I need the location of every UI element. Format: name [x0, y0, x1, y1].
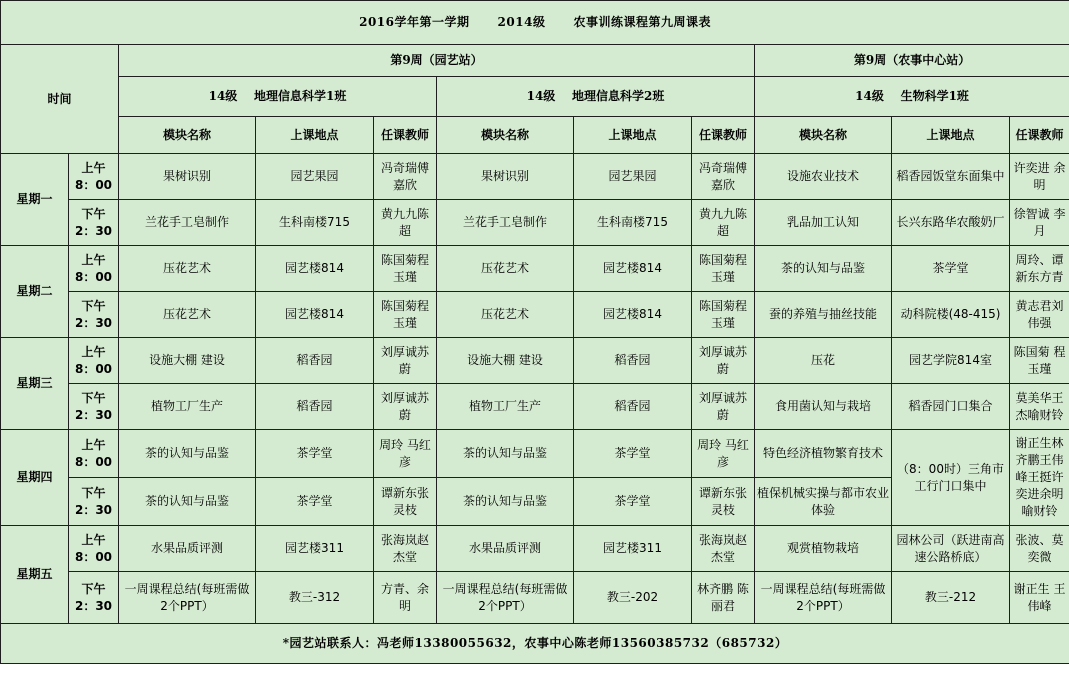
period-label: 上午 — [81, 344, 106, 359]
module-cell: 设施农业技术 — [755, 154, 892, 200]
module-cell: 水果品质评测 — [119, 526, 256, 572]
place-cell: 稻香园门口集合 — [892, 384, 1010, 430]
contact-footer: *园艺站联系人：冯老师13380055632，农事中心陈老师13560385732（685732） — [1, 624, 1069, 664]
teacher-cell: 刘厚诚苏蔚 — [374, 338, 437, 384]
teacher-cell: 陈国菊程玉瑾 — [374, 246, 437, 292]
place-cell: 教三-312 — [256, 572, 374, 624]
module-cell: 一周课程总结(每班需做2个PPT） — [755, 572, 892, 624]
module-cell: 压花艺术 — [437, 246, 574, 292]
teacher-cell: 周玲、谭新东方青 — [1010, 246, 1069, 292]
module-cell: 压花艺术 — [119, 246, 256, 292]
period-time: 8：00 — [74, 269, 113, 284]
place-cell: 园艺果园 — [256, 154, 374, 200]
module-cell: 植保机械实操与都市农业体验 — [755, 478, 892, 526]
place-cell: 生科南楼715 — [574, 200, 692, 246]
module-cell: 设施大棚 建设 — [437, 338, 574, 384]
teacher-cell: 张海岚赵杰堂 — [692, 526, 755, 572]
period-cell — [69, 572, 119, 624]
column-header-module: 模块名称 — [755, 117, 892, 154]
teacher-cell: 徐智诚 李月 — [1010, 200, 1069, 246]
column-header-teacher: 任课教师 — [692, 117, 755, 154]
class-header-bio-1: 14级 生物科学1班 — [755, 77, 1069, 117]
place-cell: 园艺楼814 — [256, 292, 374, 338]
page-title: 2016学年第一学期 2014级 农事训练课程第九周课表 — [1, 1, 1069, 45]
day-label: 星期三 — [1, 338, 69, 430]
teacher-cell: 谢正生林齐鹏王伟峰王挺许奕进余明喻财铃 — [1010, 430, 1069, 526]
class-header-geo-1: 14级 地理信息科学1班 — [119, 77, 437, 117]
module-cell: 茶的认知与品鉴 — [119, 430, 256, 478]
period-label: 下午 — [81, 581, 106, 596]
teacher-cell: 陈国菊 程玉瑾 — [1010, 338, 1069, 384]
period-cell — [69, 478, 119, 526]
day-label: 星期一 — [1, 154, 69, 246]
place-cell: 园林公司（跃进南高速公路桥底） — [892, 526, 1010, 572]
table-row — [1, 154, 1069, 200]
time-header: 时间 — [1, 45, 119, 154]
module-cell: 压花 — [755, 338, 892, 384]
teacher-cell: 陈国菊程玉瑾 — [692, 246, 755, 292]
module-cell: 茶的认知与品鉴 — [437, 430, 574, 478]
period-cell — [69, 384, 119, 430]
teacher-cell: 冯奇瑞傅嘉欣 — [692, 154, 755, 200]
teacher-cell: 刘厚诚苏蔚 — [374, 384, 437, 430]
period-cell — [69, 430, 119, 478]
period-label: 下午 — [81, 485, 106, 500]
period-time: 8：00 — [74, 454, 113, 469]
place-cell: 茶学堂 — [574, 478, 692, 526]
period-time: 2：30 — [74, 315, 113, 330]
module-cell: 蚕的养殖与抽丝技能 — [755, 292, 892, 338]
module-cell: 设施大棚 建设 — [119, 338, 256, 384]
place-cell: （8：00时）三角市工行门口集中 — [892, 430, 1010, 526]
teacher-cell: 黄志君刘伟强 — [1010, 292, 1069, 338]
teacher-cell: 刘厚诚苏蔚 — [692, 338, 755, 384]
module-cell: 一周课程总结(每班需做2个PPT） — [119, 572, 256, 624]
module-cell: 茶的认知与品鉴 — [437, 478, 574, 526]
place-cell: 茶学堂 — [892, 246, 1010, 292]
place-cell: 园艺果园 — [574, 154, 692, 200]
teacher-cell: 陈国菊程玉瑾 — [692, 292, 755, 338]
period-label: 下午 — [81, 298, 106, 313]
teacher-cell: 张海岚赵杰堂 — [374, 526, 437, 572]
teacher-cell: 谭新东张灵枝 — [374, 478, 437, 526]
period-cell — [69, 338, 119, 384]
teacher-cell: 方青、余明 — [374, 572, 437, 624]
place-cell: 稻香园 — [256, 384, 374, 430]
period-time: 2：30 — [74, 407, 113, 422]
module-cell: 茶的认知与品鉴 — [119, 478, 256, 526]
column-header-teacher: 任课教师 — [374, 117, 437, 154]
period-label: 上午 — [81, 160, 106, 175]
module-cell: 果树识别 — [437, 154, 574, 200]
place-cell: 稻香园 — [574, 338, 692, 384]
period-time: 2：30 — [74, 502, 113, 517]
period-label: 上午 — [81, 532, 106, 547]
place-cell: 生科南楼715 — [256, 200, 374, 246]
module-cell: 乳品加工认知 — [755, 200, 892, 246]
table-row — [1, 292, 1069, 338]
period-cell — [69, 200, 119, 246]
place-cell: 稻香园 — [574, 384, 692, 430]
place-cell: 稻香园饭堂东面集中 — [892, 154, 1010, 200]
period-label: 上午 — [81, 437, 106, 452]
table-row — [1, 200, 1069, 246]
place-cell: 长兴东路华农酸奶厂 — [892, 200, 1010, 246]
place-cell: 园艺楼814 — [574, 292, 692, 338]
place-cell: 园艺学院814室 — [892, 338, 1010, 384]
teacher-cell: 张波、莫奕微 — [1010, 526, 1069, 572]
table-row — [1, 384, 1069, 430]
footer-row — [1, 624, 1069, 664]
place-cell: 动科院楼(48-415) — [892, 292, 1010, 338]
module-cell: 植物工厂生产 — [119, 384, 256, 430]
place-cell: 稻香园 — [256, 338, 374, 384]
module-cell: 果树识别 — [119, 154, 256, 200]
section-header-horticulture: 第9周（园艺站） — [119, 45, 755, 77]
module-cell: 兰花手工皂制作 — [119, 200, 256, 246]
teacher-cell: 冯奇瑞傅嘉欣 — [374, 154, 437, 200]
place-cell: 茶学堂 — [256, 430, 374, 478]
day-label: 星期二 — [1, 246, 69, 338]
teacher-cell: 周玲 马红彦 — [692, 430, 755, 478]
day-label: 星期五 — [1, 526, 69, 624]
teacher-cell: 谢正生 王伟峰 — [1010, 572, 1069, 624]
period-cell — [69, 292, 119, 338]
period-cell — [69, 246, 119, 292]
column-header-teacher: 任课教师 — [1010, 117, 1069, 154]
column-header-place: 上课地点 — [892, 117, 1010, 154]
period-cell — [69, 154, 119, 200]
day-label: 星期四 — [1, 430, 69, 526]
section-header-farm-center: 第9周（农事中心站） — [755, 45, 1069, 77]
teacher-cell: 谭新东张灵枝 — [692, 478, 755, 526]
module-cell: 水果品质评测 — [437, 526, 574, 572]
period-time: 8：00 — [74, 177, 113, 192]
period-label: 上午 — [81, 252, 106, 267]
module-cell: 植物工厂生产 — [437, 384, 574, 430]
place-cell: 教三-212 — [892, 572, 1010, 624]
module-cell: 特色经济植物繁育技术 — [755, 430, 892, 478]
column-header-place: 上课地点 — [574, 117, 692, 154]
module-cell: 压花艺术 — [437, 292, 574, 338]
period-cell — [69, 526, 119, 572]
teacher-cell: 黄九九陈超 — [374, 200, 437, 246]
teacher-cell: 周玲 马红彦 — [374, 430, 437, 478]
module-cell: 压花艺术 — [119, 292, 256, 338]
teacher-cell: 陈国菊程玉瑾 — [374, 292, 437, 338]
module-cell: 观赏植物栽培 — [755, 526, 892, 572]
teacher-cell: 林齐鹏 陈丽君 — [692, 572, 755, 624]
place-cell: 园艺楼814 — [574, 246, 692, 292]
class-header-geo-2: 14级 地理信息科学2班 — [437, 77, 755, 117]
place-cell: 教三-202 — [574, 572, 692, 624]
module-cell: 兰花手工皂制作 — [437, 200, 574, 246]
period-time: 8：00 — [74, 549, 113, 564]
place-cell: 园艺楼311 — [256, 526, 374, 572]
module-cell: 一周课程总结(每班需做2个PPT） — [437, 572, 574, 624]
place-cell: 园艺楼311 — [574, 526, 692, 572]
column-header-module: 模块名称 — [119, 117, 256, 154]
table-row — [1, 526, 1069, 572]
place-cell: 茶学堂 — [574, 430, 692, 478]
period-time: 2：30 — [74, 598, 113, 613]
table-row — [1, 338, 1069, 384]
column-header-place: 上课地点 — [256, 117, 374, 154]
period-label: 下午 — [81, 206, 106, 221]
column-header-module: 模块名称 — [437, 117, 574, 154]
period-label: 下午 — [81, 390, 106, 405]
table-row — [1, 430, 1069, 478]
table-row — [1, 572, 1069, 624]
period-time: 2：30 — [74, 223, 113, 238]
teacher-cell: 莫美华王杰喻财铃 — [1010, 384, 1069, 430]
teacher-cell: 许奕进 余明 — [1010, 154, 1069, 200]
module-cell: 茶的认知与品鉴 — [755, 246, 892, 292]
module-cell: 食用菌认知与栽培 — [755, 384, 892, 430]
teacher-cell: 黄九九陈超 — [692, 200, 755, 246]
table-row — [1, 246, 1069, 292]
place-cell: 茶学堂 — [256, 478, 374, 526]
period-time: 8：00 — [74, 361, 113, 376]
place-cell: 园艺楼814 — [256, 246, 374, 292]
teacher-cell: 刘厚诚苏蔚 — [692, 384, 755, 430]
